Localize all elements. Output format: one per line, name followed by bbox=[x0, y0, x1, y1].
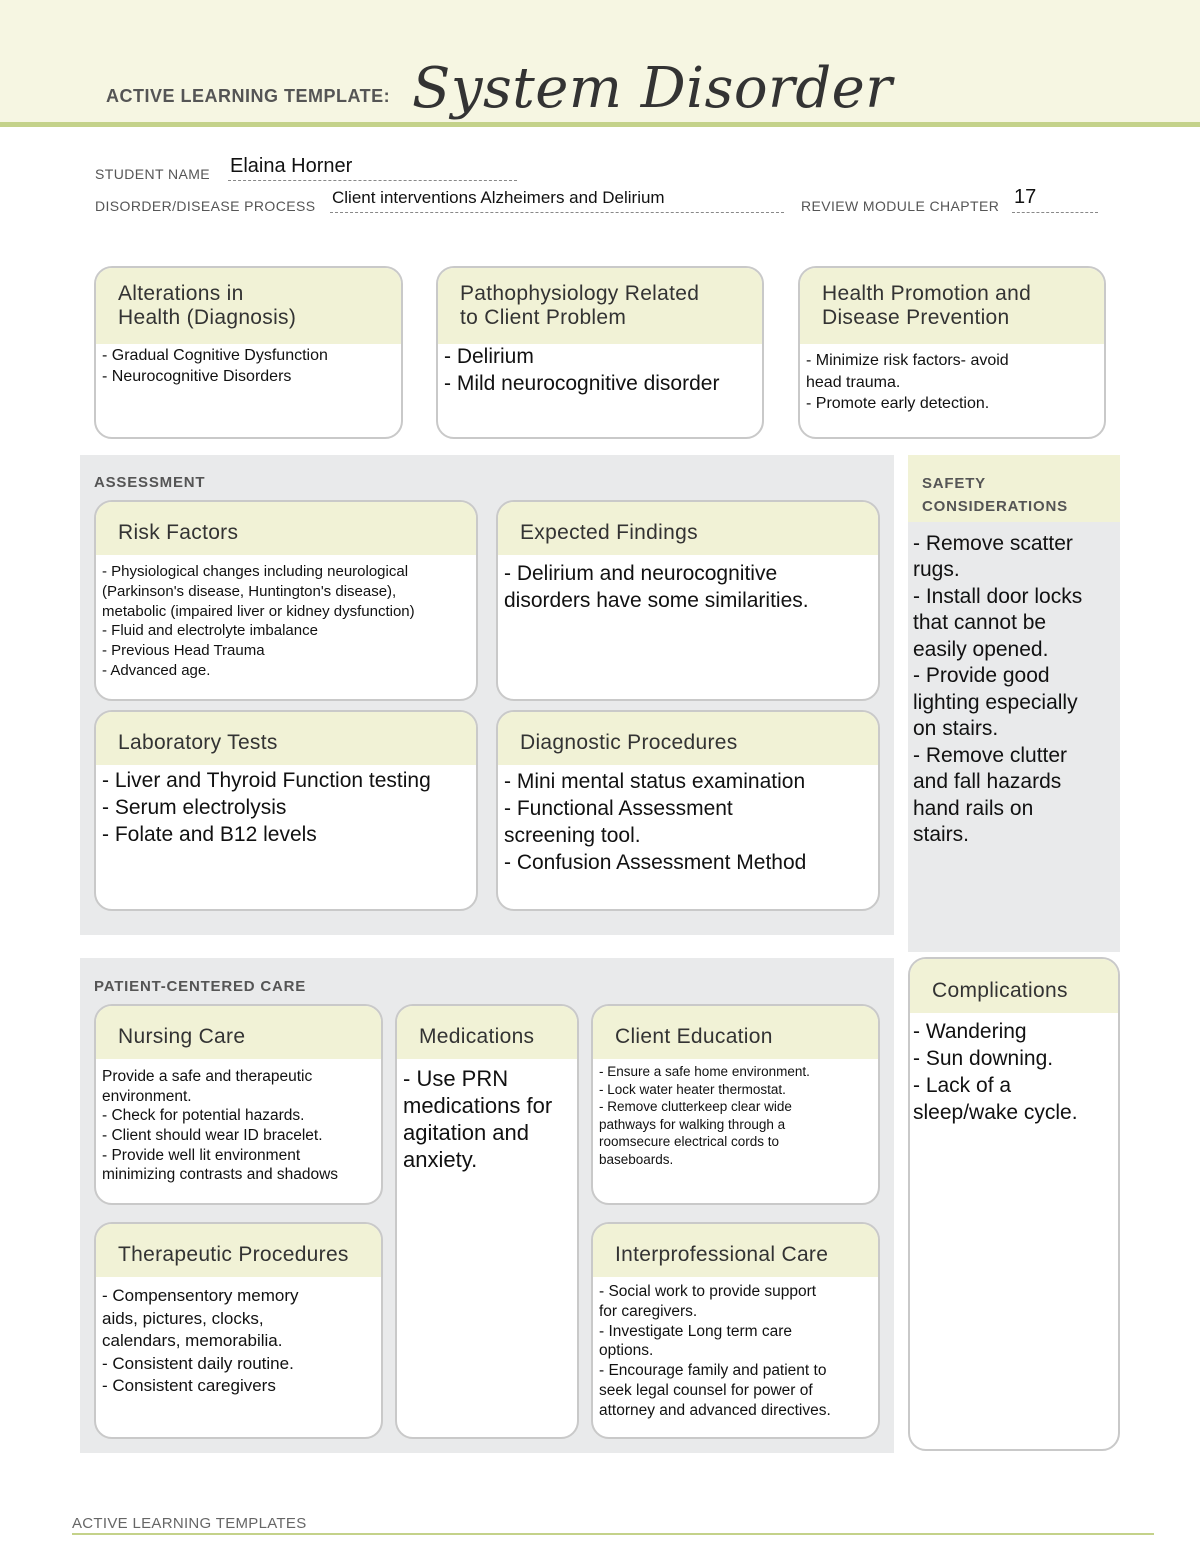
risk-factors-card bbox=[94, 500, 478, 701]
client-education-card bbox=[591, 1004, 880, 1205]
card-title: Alterations in Health (Diagnosis) bbox=[96, 268, 401, 344]
card-title: Therapeutic Procedures bbox=[96, 1224, 381, 1277]
template-label: ACTIVE LEARNING TEMPLATE: bbox=[106, 86, 391, 106]
medications-card bbox=[395, 1004, 579, 1439]
safety-title-line2: CONSIDERATIONS bbox=[922, 497, 1068, 515]
card-body[interactable]: - Compensentory memory aids, pictures, clocks, calendars, memorabilia. - Consistent daily routine. - Consistent caregivers bbox=[102, 1286, 299, 1396]
card-body[interactable]: - Ensure a safe home environment. - Lock water heater thermostat. - Remove clutterkeep clear wide pathways for walking through a roomsecure electrical cords to baseboards. bbox=[599, 1064, 810, 1167]
disorder-label: DISORDER/DISEASE PROCESS bbox=[95, 198, 316, 214]
card-body[interactable]: - Mini mental status examination - Functional Assessment screening tool. - Confusion Assessment Method bbox=[504, 770, 807, 874]
student-name-label: STUDENT NAME bbox=[95, 166, 210, 182]
card-title: Client Education bbox=[593, 1006, 878, 1059]
card-title: Medications bbox=[397, 1006, 577, 1059]
card-title: Health Promotion and Disease Prevention bbox=[800, 268, 1104, 344]
card-title: Expected Findings bbox=[498, 502, 878, 555]
card-body[interactable]: - Gradual Cognitive Dysfunction - Neurocognitive Disorders bbox=[102, 347, 328, 386]
disorder-value[interactable]: Client interventions Alzheimers and Delirium bbox=[332, 188, 665, 207]
nursing-care-card bbox=[94, 1004, 383, 1205]
footer-label: ACTIVE LEARNING TEMPLATES bbox=[72, 1515, 307, 1532]
student-name-line bbox=[228, 180, 517, 181]
interprofessional-care-card bbox=[591, 1222, 880, 1439]
card-title: Pathophysiology Related to Client Problem bbox=[438, 268, 762, 344]
card-body[interactable]: Provide a safe and therapeutic environment. - Check for potential hazards. - Client should wear ID bracelet. - Provide well lit environment minimizing contrasts and shadows bbox=[102, 1068, 339, 1184]
card-body[interactable]: - Physiological changes including neurological (Parkinson's disease, Huntington's disease), metabolic (impaired liver or kidney dysfunction) - Fluid and electrolyte imbalance - Previous Head Trauma - Advanced age. bbox=[102, 563, 415, 679]
therapeutic-procedures-card bbox=[94, 1222, 383, 1439]
safety-body[interactable]: - Remove scatter rugs. - Install door locks that cannot be easily opened. - Provide good lighting especially on stairs. - Remove clutter and fall hazards hand rails on stairs. bbox=[913, 532, 1083, 846]
card-title: Interprofessional Care bbox=[593, 1224, 878, 1277]
chapter-value[interactable]: 17 bbox=[1014, 186, 1037, 208]
safety-title-line1: SAFETY bbox=[922, 475, 986, 492]
template-title: System Disorder bbox=[412, 56, 893, 121]
patient-centered-care-title: PATIENT-CENTERED CARE bbox=[94, 978, 307, 995]
laboratory-tests-card bbox=[94, 710, 478, 911]
card-body[interactable]: - Liver and Thyroid Function testing - Serum electrolysis - Folate and B12 levels bbox=[102, 769, 431, 846]
diagnostic-procedures-card bbox=[496, 710, 880, 911]
complications-card bbox=[908, 957, 1120, 1451]
card-body[interactable]: - Delirium and neurocognitive disorders have some similarities. bbox=[504, 562, 809, 612]
health-promotion-card bbox=[798, 266, 1106, 439]
header-rule bbox=[0, 122, 1200, 127]
card-body[interactable]: - Social work to provide support for caregivers. - Investigate Long term care options. - Encourage family and patient to seek legal counsel for power of attorney and advanced directives. bbox=[599, 1283, 831, 1419]
footer-rule bbox=[72, 1533, 1154, 1535]
safety-title bbox=[908, 455, 1120, 522]
chapter-line bbox=[1012, 212, 1098, 213]
pathophysiology-card bbox=[436, 266, 764, 439]
student-name-value[interactable]: Elaina Horner bbox=[230, 155, 353, 177]
card-title: Laboratory Tests bbox=[96, 712, 476, 765]
alterations-card bbox=[94, 266, 403, 439]
card-body[interactable]: - Use PRN medications for agitation and anxiety. bbox=[403, 1066, 553, 1173]
card-body[interactable]: - Wandering - Sun downing. - Lack of a sleep/wake cycle. bbox=[913, 1020, 1078, 1124]
safety-panel bbox=[908, 455, 1120, 952]
card-title: Risk Factors bbox=[96, 502, 476, 555]
disorder-line bbox=[330, 212, 784, 213]
assessment-title: ASSESSMENT bbox=[94, 474, 206, 491]
card-body[interactable]: - Delirium - Mild neurocognitive disorder bbox=[444, 345, 720, 395]
card-body[interactable]: - Minimize risk factors- avoid head trauma. - Promote early detection. bbox=[806, 352, 1009, 413]
card-title: Complications bbox=[910, 959, 1118, 1013]
card-title: Nursing Care bbox=[96, 1006, 381, 1059]
chapter-label: REVIEW MODULE CHAPTER bbox=[801, 198, 1000, 214]
card-title: Diagnostic Procedures bbox=[498, 712, 878, 765]
expected-findings-card bbox=[496, 500, 880, 701]
